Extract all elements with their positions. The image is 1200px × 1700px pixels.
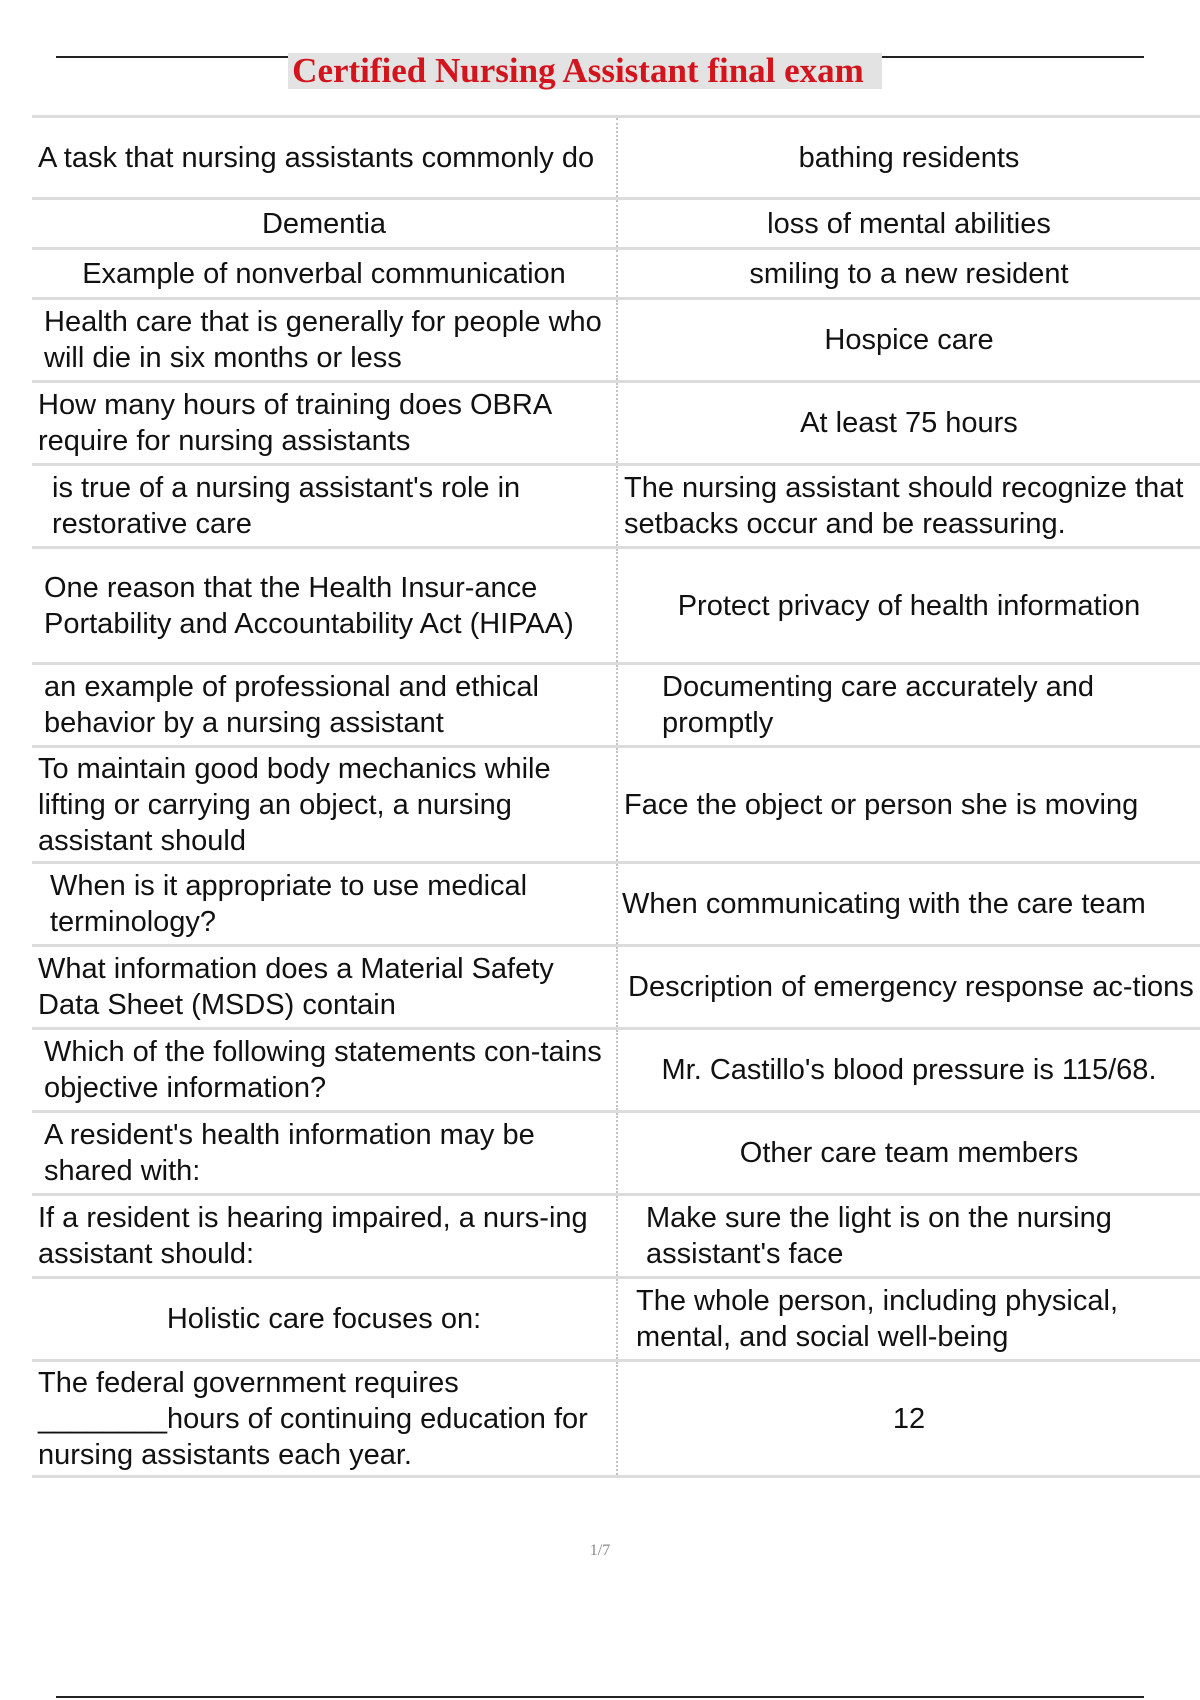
term-cell: What information does a Material Safety Data Sheet (MSDS) contain [32, 947, 618, 1027]
term-cell: When is it appropriate to use medical terminology? [32, 864, 618, 944]
term-cell: One reason that the Health Insur-ance Portability and Accountability Act (HIPAA) [32, 549, 618, 662]
term-cell: Dementia [32, 200, 618, 247]
definition-cell: At least 75 hours [800, 407, 1018, 439]
definition-cell: When communicating with the care team [622, 888, 1146, 920]
definition-cell: 12 [892, 1402, 926, 1435]
definition-cell: The nursing assistant should recognize that setbacks occur and be reassuring. [624, 472, 1184, 540]
term-cell: Holistic care focuses on: [32, 1279, 618, 1359]
definition-cell: bathing residents [798, 141, 1020, 174]
term-cell: an example of professional and ethical behavior by a nursing assistant [32, 665, 618, 745]
table-row [32, 115, 1200, 200]
definition-cell: Protect privacy of health information [677, 589, 1141, 622]
page-number: 1/7 [589, 1542, 611, 1559]
definition-cell: Face the object or person she is moving [624, 788, 1139, 821]
definition-cell: Other care team members [739, 1137, 1079, 1169]
table-row [32, 383, 1200, 466]
term-cell: To maintain good body mechanics while lifting or carrying an object, a nursing assistant should [32, 748, 618, 861]
table-row [32, 748, 1200, 864]
bottom-rule [56, 1696, 1144, 1698]
table-row [32, 300, 1200, 383]
term-cell: is true of a nursing assistant's role in restorative care [32, 466, 618, 546]
table-row [32, 1113, 1200, 1196]
table-row [32, 1279, 1200, 1362]
term-cell: Example of nonverbal communication [32, 250, 618, 297]
table-row [32, 466, 1200, 549]
term-cell: Health care that is generally for people who will die in six months or less [32, 300, 618, 380]
definition-cell: smiling to a new resident [749, 257, 1069, 290]
table-row [32, 200, 1200, 250]
definition-cell: loss of mental abilities [767, 207, 1051, 240]
qa-table [32, 115, 1200, 1478]
table-row [32, 665, 1200, 748]
table-row [32, 549, 1200, 665]
term-cell: How many hours of training does OBRA require for nursing assistants [32, 383, 618, 463]
table-row [32, 864, 1200, 947]
term-cell: The federal government requires ________hours of continuing education for nursing assistants each year. [32, 1362, 618, 1475]
table-row [32, 1030, 1200, 1113]
term-cell: A task that nursing assistants commonly do [32, 118, 618, 197]
table-row [32, 947, 1200, 1030]
definition-cell: Hospice care [824, 324, 994, 356]
term-cell: A resident's health information may be shared with: [32, 1113, 618, 1193]
page-title: Certified Nursing Assistant final exam [288, 53, 882, 89]
term-cell: Which of the following statements con-tains objective information? [32, 1030, 618, 1110]
table-row [32, 1196, 1200, 1279]
term-cell: If a resident is hearing impaired, a nurs-ing assistant should: [32, 1196, 618, 1276]
table-row [32, 1362, 1200, 1478]
definition-cell: Make sure the light is on the nursing assistant's face [646, 1202, 1112, 1270]
definition-cell: Mr. Castillo's blood pressure is 115/68. [661, 1054, 1157, 1086]
definition-cell: Documenting care accurately and promptly [662, 671, 1095, 739]
table-row [32, 250, 1200, 300]
definition-cell: Description of emergency response ac-tions [628, 971, 1194, 1003]
definition-cell: The whole person, including physical, mental, and social well-being [636, 1285, 1118, 1353]
